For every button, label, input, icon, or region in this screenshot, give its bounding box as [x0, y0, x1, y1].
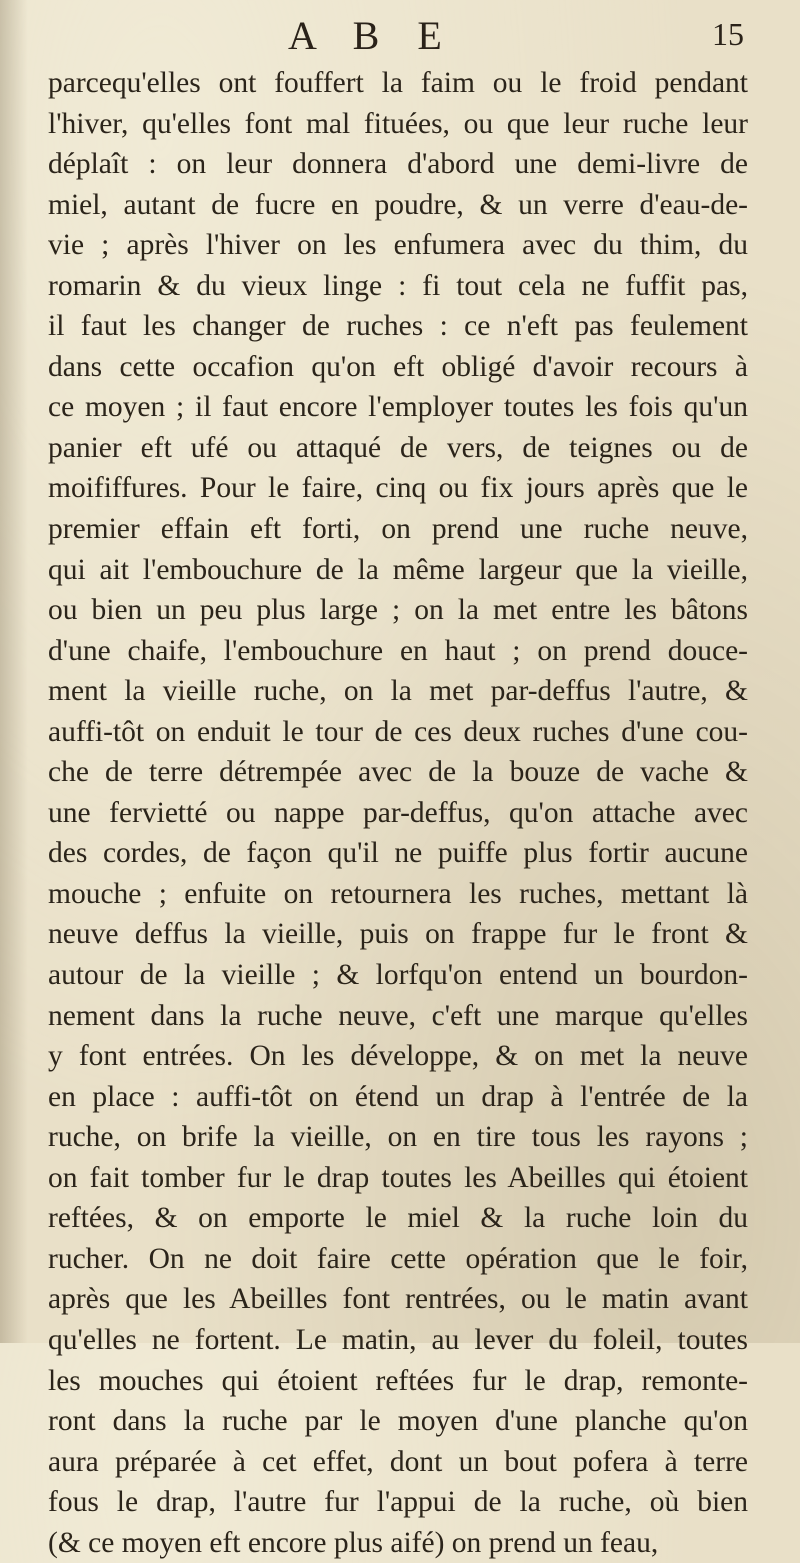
text-line: miel, autant de fucre en poudre, & un verre d'eau-de- — [48, 188, 748, 221]
text-line: reftées, & on emporte le miel & la ruche loin du — [48, 1202, 748, 1235]
text-line: il faut les changer de ruches : ce n'eft pas feulement — [48, 310, 748, 343]
text-line: qui ait l'embouchure de la même largeur que la vieille, — [48, 553, 748, 586]
text-line: des cordes, de façon qu'il ne puiffe plus fortir aucune — [48, 837, 748, 870]
text-line: qu'elles ne fortent. Le matin, au lever du foleil, toutes — [48, 1323, 748, 1356]
text-line: che de terre détrempée avec de la bouze de vache & — [48, 756, 748, 789]
text-line: ce moyen ; il faut encore l'employer toutes les fois qu'un — [48, 391, 748, 424]
running-head: A B E — [288, 13, 456, 58]
text-line: romarin & du vieux linge : fi tout cela ne fuffit pas, — [48, 269, 748, 302]
body-text — [48, 63, 748, 1563]
text-line: on fait tomber fur le drap toutes les Abeilles qui étoient — [48, 1161, 748, 1194]
text-line: d'une chaife, l'embouchure en haut ; on prend douce- — [48, 634, 748, 667]
text-line: vie ; après l'hiver on les enfumera avec du thim, du — [48, 229, 748, 262]
text-line: aura préparée à cet effet, dont un bout pofera à terre — [48, 1445, 748, 1478]
text-line: mouche ; enfuite on retournera les ruches, mettant là — [48, 877, 748, 910]
page-header — [0, 12, 800, 60]
text-line: parcequ'elles ont fouffert la faim ou le froid pendant — [48, 67, 748, 99]
text-line: les mouches qui étoient reftées fur le drap, remonte- — [48, 1364, 748, 1397]
text-line: ront dans la ruche par le moyen d'une planche qu'on — [48, 1405, 748, 1438]
text-line: nement dans la ruche neuve, c'eft une marque qu'elles — [48, 999, 748, 1032]
text-line: l'hiver, qu'elles font mal fituées, ou que leur ruche leur — [48, 107, 748, 140]
text-line: moififfures. Pour le faire, cinq ou fix jours après que le — [48, 472, 748, 505]
text-line: autour de la vieille ; & lorfqu'on entend un bourdon- — [48, 959, 748, 992]
text-line: panier eft ufé ou attaqué de vers, de teignes ou de — [48, 431, 748, 464]
text-line: dans cette occafion qu'on eft obligé d'avoir recours à — [48, 350, 748, 383]
page-edge-shadow — [0, 0, 28, 1343]
text-line: y font entrées. On les développe, & on met la neuve — [48, 1040, 748, 1073]
text-line: ruche, on brife la vieille, on en tire tous les rayons ; — [48, 1121, 748, 1154]
text-line: déplaît : on leur donnera d'abord une demi-livre de — [48, 148, 748, 181]
text-line: (& ce moyen eft encore plus aifé) on prend un feau, — [48, 1526, 659, 1559]
text-line: fous le drap, l'autre fur l'appui de la ruche, où bien — [48, 1486, 748, 1519]
text-line: ou bien un peu plus large ; on la met entre les bâtons — [48, 594, 748, 627]
text-line: rucher. On ne doit faire cette opération que le foir, — [48, 1242, 748, 1275]
text-line: premier effain eft forti, on prend une ruche neuve, — [48, 513, 748, 546]
text-line: auffi-tôt on enduit le tour de ces deux ruches d'une cou- — [48, 715, 748, 748]
text-line: une fervietté ou nappe par-deffus, qu'on attache avec — [48, 796, 748, 829]
text-line: neuve deffus la vieille, puis on frappe fur le front & — [48, 918, 748, 951]
page-number: 15 — [712, 16, 744, 52]
text-line: en place : auffi-tôt on étend un drap à l'entrée de la — [48, 1080, 748, 1113]
text-line: après que les Abeilles font rentrées, ou le matin avant — [48, 1283, 748, 1316]
text-line: ment la vieille ruche, on la met par-deffus l'autre, & — [48, 675, 748, 708]
